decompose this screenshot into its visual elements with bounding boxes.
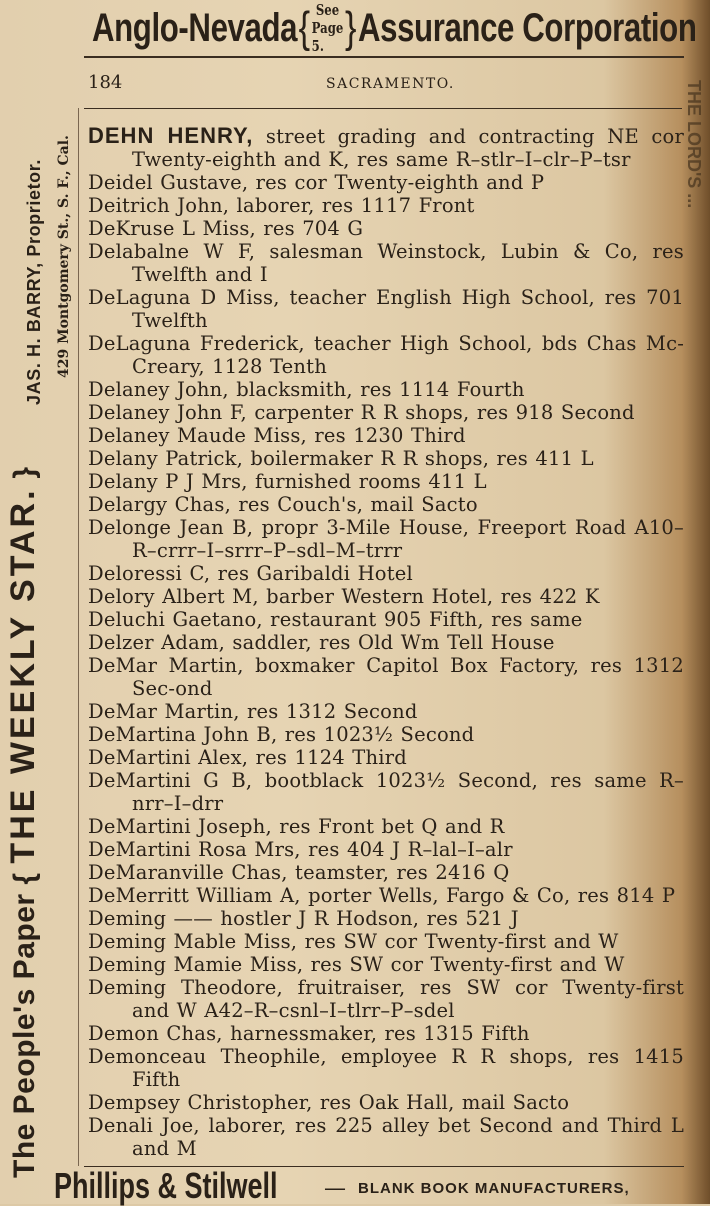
directory-entry: DeMartini Rosa Mrs, res 404 J R–lal–I–alr bbox=[88, 838, 513, 861]
directory-entry: Delabalne W F, salesman Weinstock, Lubin & Co, res Twelfth and I bbox=[88, 240, 684, 286]
brace-glyph: } bbox=[344, 3, 357, 52]
running-head: SACRAMENTO. bbox=[326, 76, 455, 92]
see-line-1: See bbox=[315, 1, 340, 19]
bottom-advertisement bbox=[54, 1165, 694, 1206]
directory-entry: Deming —— hostler J R Hodson, res 521 J bbox=[88, 907, 519, 930]
directory-entry: Delaney John, blacksmith, res 1114 Fourth bbox=[88, 378, 525, 401]
directory-entry: DeMartini G B, bootblack 1023½ Second, res same R–nrr–I–drr bbox=[88, 769, 684, 815]
weekly-star-ad bbox=[4, 466, 43, 1178]
directory-entry: DeMerritt William A, porter Wells, Fargo & Co, res 814 P bbox=[88, 884, 676, 907]
directory-entry: Delory Albert M, barber Western Hotel, res 422 K bbox=[88, 585, 600, 608]
directory-entry: Deitrich John, laborer, res 1117 Front bbox=[88, 194, 475, 217]
directory-entry: DeLaguna Frederick, teacher High School, bds Chas Mc-Creary, 1128 Tenth bbox=[88, 332, 684, 378]
directory-entry: DeMartini Joseph, res Front bet Q and R bbox=[88, 815, 505, 838]
right-edge-ad-fragment: THE LORD'S ... bbox=[684, 80, 704, 209]
directory-entry: DeMar Martin, boxmaker Capitol Box Factory, res 1312 Sec-ond bbox=[88, 654, 684, 700]
directory-entry: Deming Theodore, fruitraiser, res SW cor Twenty-first and W A42–R–csnl–I–tlrr–P–sdel bbox=[88, 976, 684, 1022]
directory-entry: Denali Joe, laborer, res 225 alley bet Second and Third L and M bbox=[88, 1114, 684, 1160]
directory-entry: Deidel Gustave, res cor Twenty-eighth and P bbox=[88, 171, 545, 194]
directory-entry: DeMartina John B, res 1023½ Second bbox=[88, 723, 475, 746]
entry-text: street grading and contracting NE cor Twenty-eighth and K, res same R–stlr–I–clr–P–tsr bbox=[132, 125, 684, 171]
directory-entry: DeMar Martin, res 1312 Second bbox=[88, 700, 418, 723]
directory-entry: Delargy Chas, res Couch's, mail Sacto bbox=[88, 493, 478, 516]
top-ad-left-text: Anglo-Nevada bbox=[92, 5, 298, 50]
dash-separator: — bbox=[324, 1176, 346, 1201]
brace-glyph: { bbox=[298, 3, 311, 52]
peoples-paper-text: The People's Paper bbox=[8, 893, 41, 1178]
directory-entry: DeMartini Alex, res 1124 Third bbox=[88, 746, 407, 769]
directory-entry: Deming Mable Miss, res SW cor Twenty-first and W bbox=[88, 930, 619, 953]
weekly-star-text: THE WEEKLY STAR. bbox=[4, 487, 42, 864]
directory-entry: Delaney John F, carpenter R R shops, res 918 Second bbox=[88, 401, 635, 424]
top-divider bbox=[84, 56, 684, 58]
directory-entry: Delaney Maude Miss, res 1230 Third bbox=[88, 424, 466, 447]
page-number: 184 bbox=[88, 72, 123, 93]
directory-entry: Delonge Jean B, propr 3-Mile House, Freeport Road A10–R–crrr–I–srrr–P–sdl–M–trrr bbox=[88, 516, 684, 562]
margin-divider bbox=[78, 108, 79, 1166]
directory-entry: Deluchi Gaetano, restaurant 905 Fifth, res same bbox=[88, 608, 583, 631]
header-divider bbox=[84, 108, 682, 109]
directory-entries bbox=[88, 124, 684, 1160]
directory-entry: DeKruse L Miss, res 704 G bbox=[88, 217, 364, 240]
proprietor-text: JAS. H. BARRY, Proprietor. bbox=[24, 159, 44, 405]
top-ad-right-text: Assurance Corporation bbox=[357, 5, 697, 50]
directory-entry bbox=[88, 124, 684, 171]
see-page-note bbox=[312, 1, 344, 55]
directory-entry: Dempsey Christopher, res Oak Hall, mail Sacto bbox=[88, 1091, 570, 1114]
directory-entry: Delany Patrick, boilermaker R R shops, res 411 L bbox=[88, 447, 594, 470]
directory-entry: Deming Mamie Miss, res SW cor Twenty-first and W bbox=[88, 953, 625, 976]
entry-lead: DEHN HENRY, bbox=[88, 123, 254, 148]
directory-entry: Delany P J Mrs, furnished rooms 411 L bbox=[88, 470, 487, 493]
see-line-2: Page 5. bbox=[311, 19, 344, 55]
brace-glyph: } bbox=[8, 466, 41, 479]
brace-glyph: { bbox=[8, 863, 41, 885]
phillips-stilwell-text: Phillips & Stilwell bbox=[54, 1165, 278, 1206]
directory-entry: DeMaranville Chas, teamster, res 2416 Q bbox=[88, 861, 510, 884]
directory-entry: DeLaguna D Miss, teacher English High School, res 701 Twelfth bbox=[88, 286, 684, 332]
directory-entry: Deloressi C, res Garibaldi Hotel bbox=[88, 562, 413, 585]
top-advertisement bbox=[92, 0, 697, 56]
trade-text: BLANK BOOK MANUFACTURERS, bbox=[358, 1180, 630, 1197]
directory-entry: Demon Chas, harnessmaker, res 1315 Fifth bbox=[88, 1022, 530, 1045]
directory-entry: Delzer Adam, saddler, res Old Wm Tell House bbox=[88, 631, 555, 654]
proprietor-address: 429 Montgomery St., S. F., Cal. bbox=[56, 135, 72, 378]
directory-entry: Demonceau Theophile, employee R R shops, res 1415 Fifth bbox=[88, 1045, 684, 1091]
